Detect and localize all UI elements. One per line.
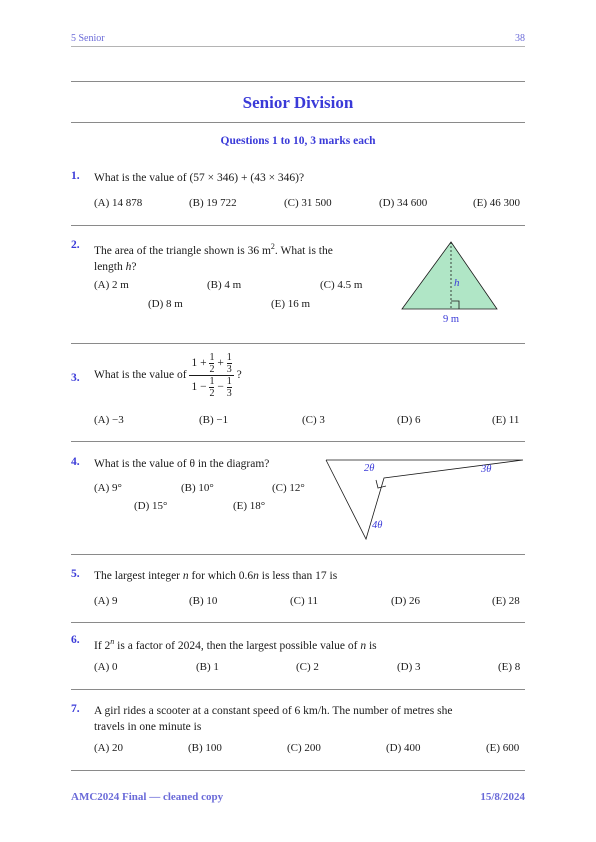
fraction-denominator bbox=[189, 376, 233, 399]
frac-den: 3 bbox=[226, 364, 232, 375]
question-text bbox=[94, 239, 384, 275]
question-divider bbox=[71, 689, 525, 690]
text-part: length bbox=[94, 260, 126, 273]
question-number: 6. bbox=[71, 634, 80, 646]
question-divider bbox=[71, 441, 525, 442]
question-text: What is the value of (57 × 346) + (43 × 346)? bbox=[94, 172, 305, 184]
option-b: (B) 10 bbox=[189, 595, 218, 607]
question-number: 2. bbox=[71, 239, 80, 251]
text-part: ? bbox=[131, 260, 137, 273]
text-line: travels in one minute is bbox=[94, 721, 202, 733]
text-part: is bbox=[366, 639, 377, 652]
text-part: 1 − bbox=[191, 381, 207, 394]
option-e: (E) 18° bbox=[233, 500, 266, 512]
question-number: 7. bbox=[71, 703, 80, 715]
fraction-one-third bbox=[227, 376, 232, 399]
option-a: (A) 9° bbox=[94, 482, 122, 494]
option-d: (D) 15° bbox=[134, 500, 168, 512]
option-e: (E) 11 bbox=[492, 414, 520, 426]
variable-n: n bbox=[360, 639, 367, 652]
option-a: (A) 14 878 bbox=[94, 197, 143, 209]
option-d: (D) 6 bbox=[397, 414, 421, 426]
option-c: (C) 31 500 bbox=[284, 197, 332, 209]
frac-den: 2 bbox=[209, 388, 215, 399]
footer-left: AMC2024 Final — cleaned copy bbox=[71, 791, 224, 803]
question-text bbox=[94, 634, 377, 654]
variable-n: n bbox=[253, 570, 259, 582]
option-c: (C) 200 bbox=[287, 742, 321, 754]
fraction-one-third bbox=[227, 352, 232, 375]
running-header-page-number: 38 bbox=[515, 33, 525, 44]
option-a: (A) 9 bbox=[94, 595, 118, 607]
text-part: is a factor of 2024, then the largest possible value of bbox=[114, 639, 361, 652]
question-divider bbox=[71, 554, 525, 555]
question-number: 4. bbox=[71, 456, 80, 468]
option-c: (C) 12° bbox=[272, 482, 305, 494]
option-b: (B) 100 bbox=[188, 742, 222, 754]
option-d: (D) 26 bbox=[391, 595, 421, 607]
option-a: (A) 0 bbox=[94, 661, 118, 673]
triangle-shape bbox=[402, 242, 497, 309]
fraction-one-half bbox=[209, 376, 214, 399]
option-c: (C) 2 bbox=[296, 661, 319, 673]
option-d: (D) 3 bbox=[397, 661, 421, 673]
text-part: 1 + bbox=[191, 357, 207, 370]
angle-figure-outline bbox=[326, 460, 523, 539]
fraction-one-half bbox=[209, 352, 214, 375]
base-label: 9 m bbox=[442, 314, 460, 325]
angle-diagram bbox=[320, 455, 530, 545]
frac-num: 1 bbox=[226, 376, 232, 387]
option-e: (E) 28 bbox=[492, 595, 520, 607]
question-text bbox=[94, 703, 534, 735]
option-a: (A) −3 bbox=[94, 414, 124, 426]
frac-den: 2 bbox=[209, 364, 215, 375]
option-e: (E) 46 300 bbox=[473, 197, 521, 209]
option-d: (D) 34 600 bbox=[379, 197, 428, 209]
option-c: (C) 11 bbox=[290, 595, 319, 607]
frac-den: 3 bbox=[226, 388, 232, 399]
text-part: for which 0.6 bbox=[188, 570, 254, 582]
option-a: (A) 2 m bbox=[94, 279, 129, 291]
frac-num: 1 bbox=[209, 376, 215, 387]
exponent-n: n bbox=[110, 637, 115, 646]
text-part: − bbox=[217, 381, 224, 394]
option-b: (B) 19 722 bbox=[189, 197, 237, 209]
running-header-section: 5 Senior bbox=[71, 33, 105, 44]
question-number: 1. bbox=[71, 170, 80, 182]
question-divider bbox=[71, 770, 525, 771]
text-part: The largest integer bbox=[94, 570, 183, 582]
option-e: (E) 600 bbox=[486, 742, 520, 754]
variable-n: n bbox=[182, 570, 189, 582]
text-line: A girl rides a scooter at a constant speed of 6 km/h. The number of metres she bbox=[94, 705, 453, 717]
text-part: What is the value of bbox=[94, 369, 187, 382]
angle-label-2theta: 2θ bbox=[364, 463, 375, 474]
text-part: The area of the triangle shown is 36 m bbox=[94, 244, 271, 257]
title-bottom-rule bbox=[71, 122, 525, 123]
height-label: h bbox=[454, 277, 460, 289]
frac-num: 1 bbox=[226, 352, 232, 363]
page-title: Senior Division bbox=[242, 93, 354, 112]
question-text: What is the value of θ in the diagram? bbox=[94, 458, 270, 470]
option-c: (C) 4.5 m bbox=[320, 279, 363, 291]
section-subtitle: Questions 1 to 10, 3 marks each bbox=[220, 135, 376, 147]
compound-fraction bbox=[189, 352, 233, 399]
option-d: (D) 8 m bbox=[148, 298, 183, 310]
option-b: (B) 4 m bbox=[207, 279, 242, 291]
text-part: If 2 bbox=[94, 639, 111, 652]
option-b: (B) 1 bbox=[196, 661, 219, 673]
angle-label-3theta: 3θ bbox=[481, 464, 492, 475]
unit-exponent: 2 bbox=[270, 242, 275, 251]
frac-num: 1 bbox=[209, 352, 215, 363]
question-text bbox=[94, 352, 242, 399]
title-top-rule bbox=[71, 81, 525, 82]
text-part: + bbox=[217, 357, 224, 370]
option-d: (D) 400 bbox=[386, 742, 421, 754]
variable-h: h bbox=[125, 260, 132, 273]
text-part: ? bbox=[233, 369, 242, 382]
footer-right: 15/8/2024 bbox=[480, 791, 525, 803]
option-b: (B) 10° bbox=[181, 482, 214, 494]
option-b: (B) −1 bbox=[199, 414, 229, 426]
text-part: . What is the bbox=[274, 244, 333, 257]
question-text bbox=[94, 568, 337, 584]
option-e: (E) 16 m bbox=[271, 298, 311, 310]
option-a: (A) 20 bbox=[94, 742, 124, 754]
option-c: (C) 3 bbox=[302, 414, 325, 426]
question-divider bbox=[71, 622, 525, 623]
question-number: 3. bbox=[71, 372, 80, 384]
text-part: is less than 17 is bbox=[258, 570, 338, 582]
question-number: 5. bbox=[71, 568, 80, 580]
triangle-figure bbox=[398, 238, 502, 328]
fraction-numerator bbox=[189, 352, 233, 376]
question-divider bbox=[71, 225, 525, 226]
header-rule bbox=[71, 46, 525, 47]
angle-label-4theta: 4θ bbox=[372, 520, 383, 531]
option-e: (E) 8 bbox=[498, 661, 521, 673]
question-divider bbox=[71, 343, 525, 344]
